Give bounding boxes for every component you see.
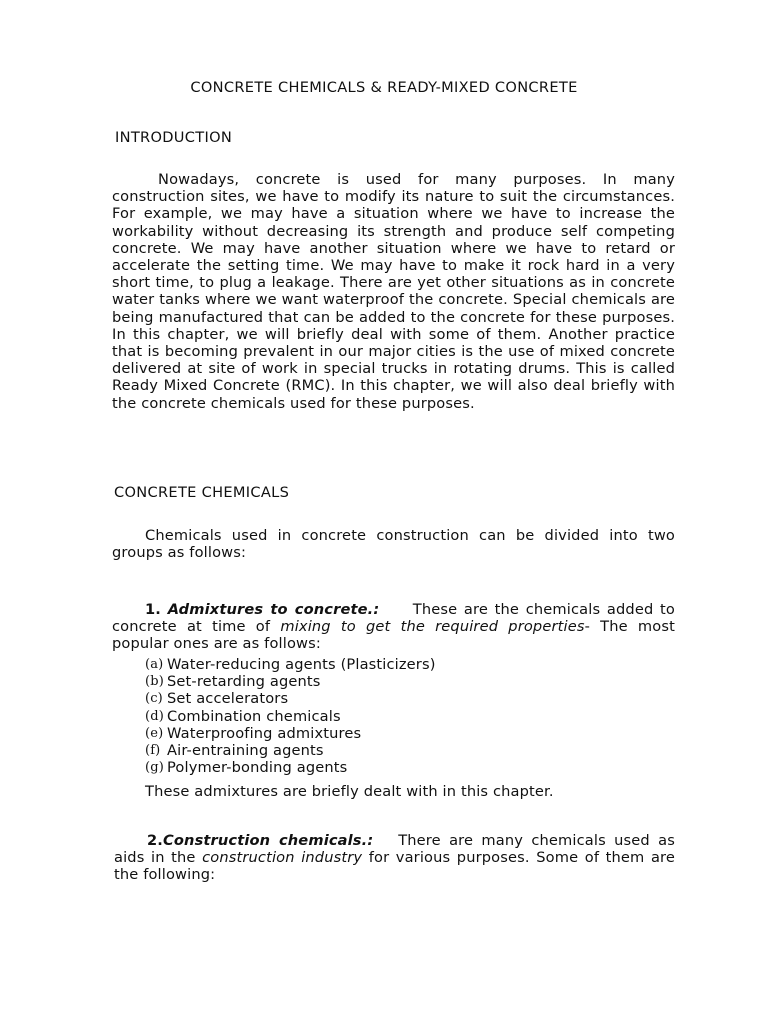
section-1-number: 1. — [145, 601, 161, 618]
section-1-text-italic: mixing to get the required properties — [280, 618, 585, 636]
admixtures-note: These admixtures are briefly dealt with in this chapter. — [145, 783, 554, 800]
introduction-heading: INTRODUCTION — [115, 129, 233, 146]
list-item-label: Combination chemicals — [167, 707, 341, 725]
list-item — [145, 656, 436, 673]
section-2-title: Construction chemicals.: — [163, 832, 374, 849]
list-item — [145, 673, 436, 690]
list-marker: (c) — [145, 691, 163, 707]
admixtures-list — [145, 656, 436, 776]
list-item-label: Water-reducing agents (Plasticizers) — [167, 656, 436, 673]
list-marker: (f) — [145, 742, 161, 758]
list-item — [145, 742, 436, 759]
list-item — [145, 759, 436, 776]
section-2-text-b: for various purposes. Some of them are the following: — [114, 849, 676, 884]
list-item-label: Polymer-bonding agents — [167, 759, 348, 777]
introduction-paragraph: Nowadays, concrete is used for many purposes. In many construction sites, we have to modify its nature to suit the circumstances. For example, we may have a situation where we have to increase the workability without decreasing its strength and produce self competing concrete. We may have another situation where we have to retard or accelerate the setting time. We may have to make it rock hard in a very short time, to plug a leakage. There are yet other situations as in concrete water tanks where we want waterproof the concrete. Special chemicals are being manufactured that can be added to the concrete for these purposes. In this chapter, we will briefly deal with some of them. Another practice that is becoming prevalent in our major cities is the use of mixed concrete delivered at site of work in special trucks in rotating drums. This is called Ready Mixed Concrete (RMC). In this chapter, we will also deal briefly with the concrete chemicals used for these purposes. — [112, 171, 675, 412]
list-item-label: Set accelerators — [167, 690, 289, 708]
admixtures-section — [112, 601, 675, 653]
list-marker: (d) — [145, 708, 164, 724]
section-1-title: Admixtures to concrete.: — [167, 601, 380, 618]
section-2-text-italic: construction industry — [202, 849, 363, 867]
list-item-label: Waterproofing admixtures — [167, 724, 362, 742]
section-1-text-a: These are the chemicals added to concrete at time of — [112, 601, 675, 636]
list-marker: (a) — [145, 657, 164, 672]
list-item-label: Set-retarding agents — [167, 673, 321, 691]
list-marker: (b) — [145, 674, 164, 690]
section-2-number: 2. — [147, 832, 163, 849]
list-item — [145, 708, 436, 725]
list-item-label: Air-entraining agents — [167, 741, 324, 759]
chemicals-groups-intro: Chemicals used in concrete construction can be divided into two groups as follows: — [112, 527, 675, 562]
section-1-text-b: - The most popular ones are as follows: — [112, 618, 675, 653]
list-item — [145, 725, 436, 742]
list-marker: (g) — [145, 760, 164, 776]
construction-chemicals-section — [114, 832, 675, 884]
list-marker: (e) — [145, 725, 164, 741]
concrete-chemicals-heading: CONCRETE CHEMICALS — [114, 484, 290, 501]
list-item — [145, 690, 436, 707]
document-title: CONCRETE CHEMICALS & READY-MIXED CONCRETE — [190, 79, 578, 96]
section-2-text-a: There are many chemicals used as aids in the — [114, 832, 675, 867]
